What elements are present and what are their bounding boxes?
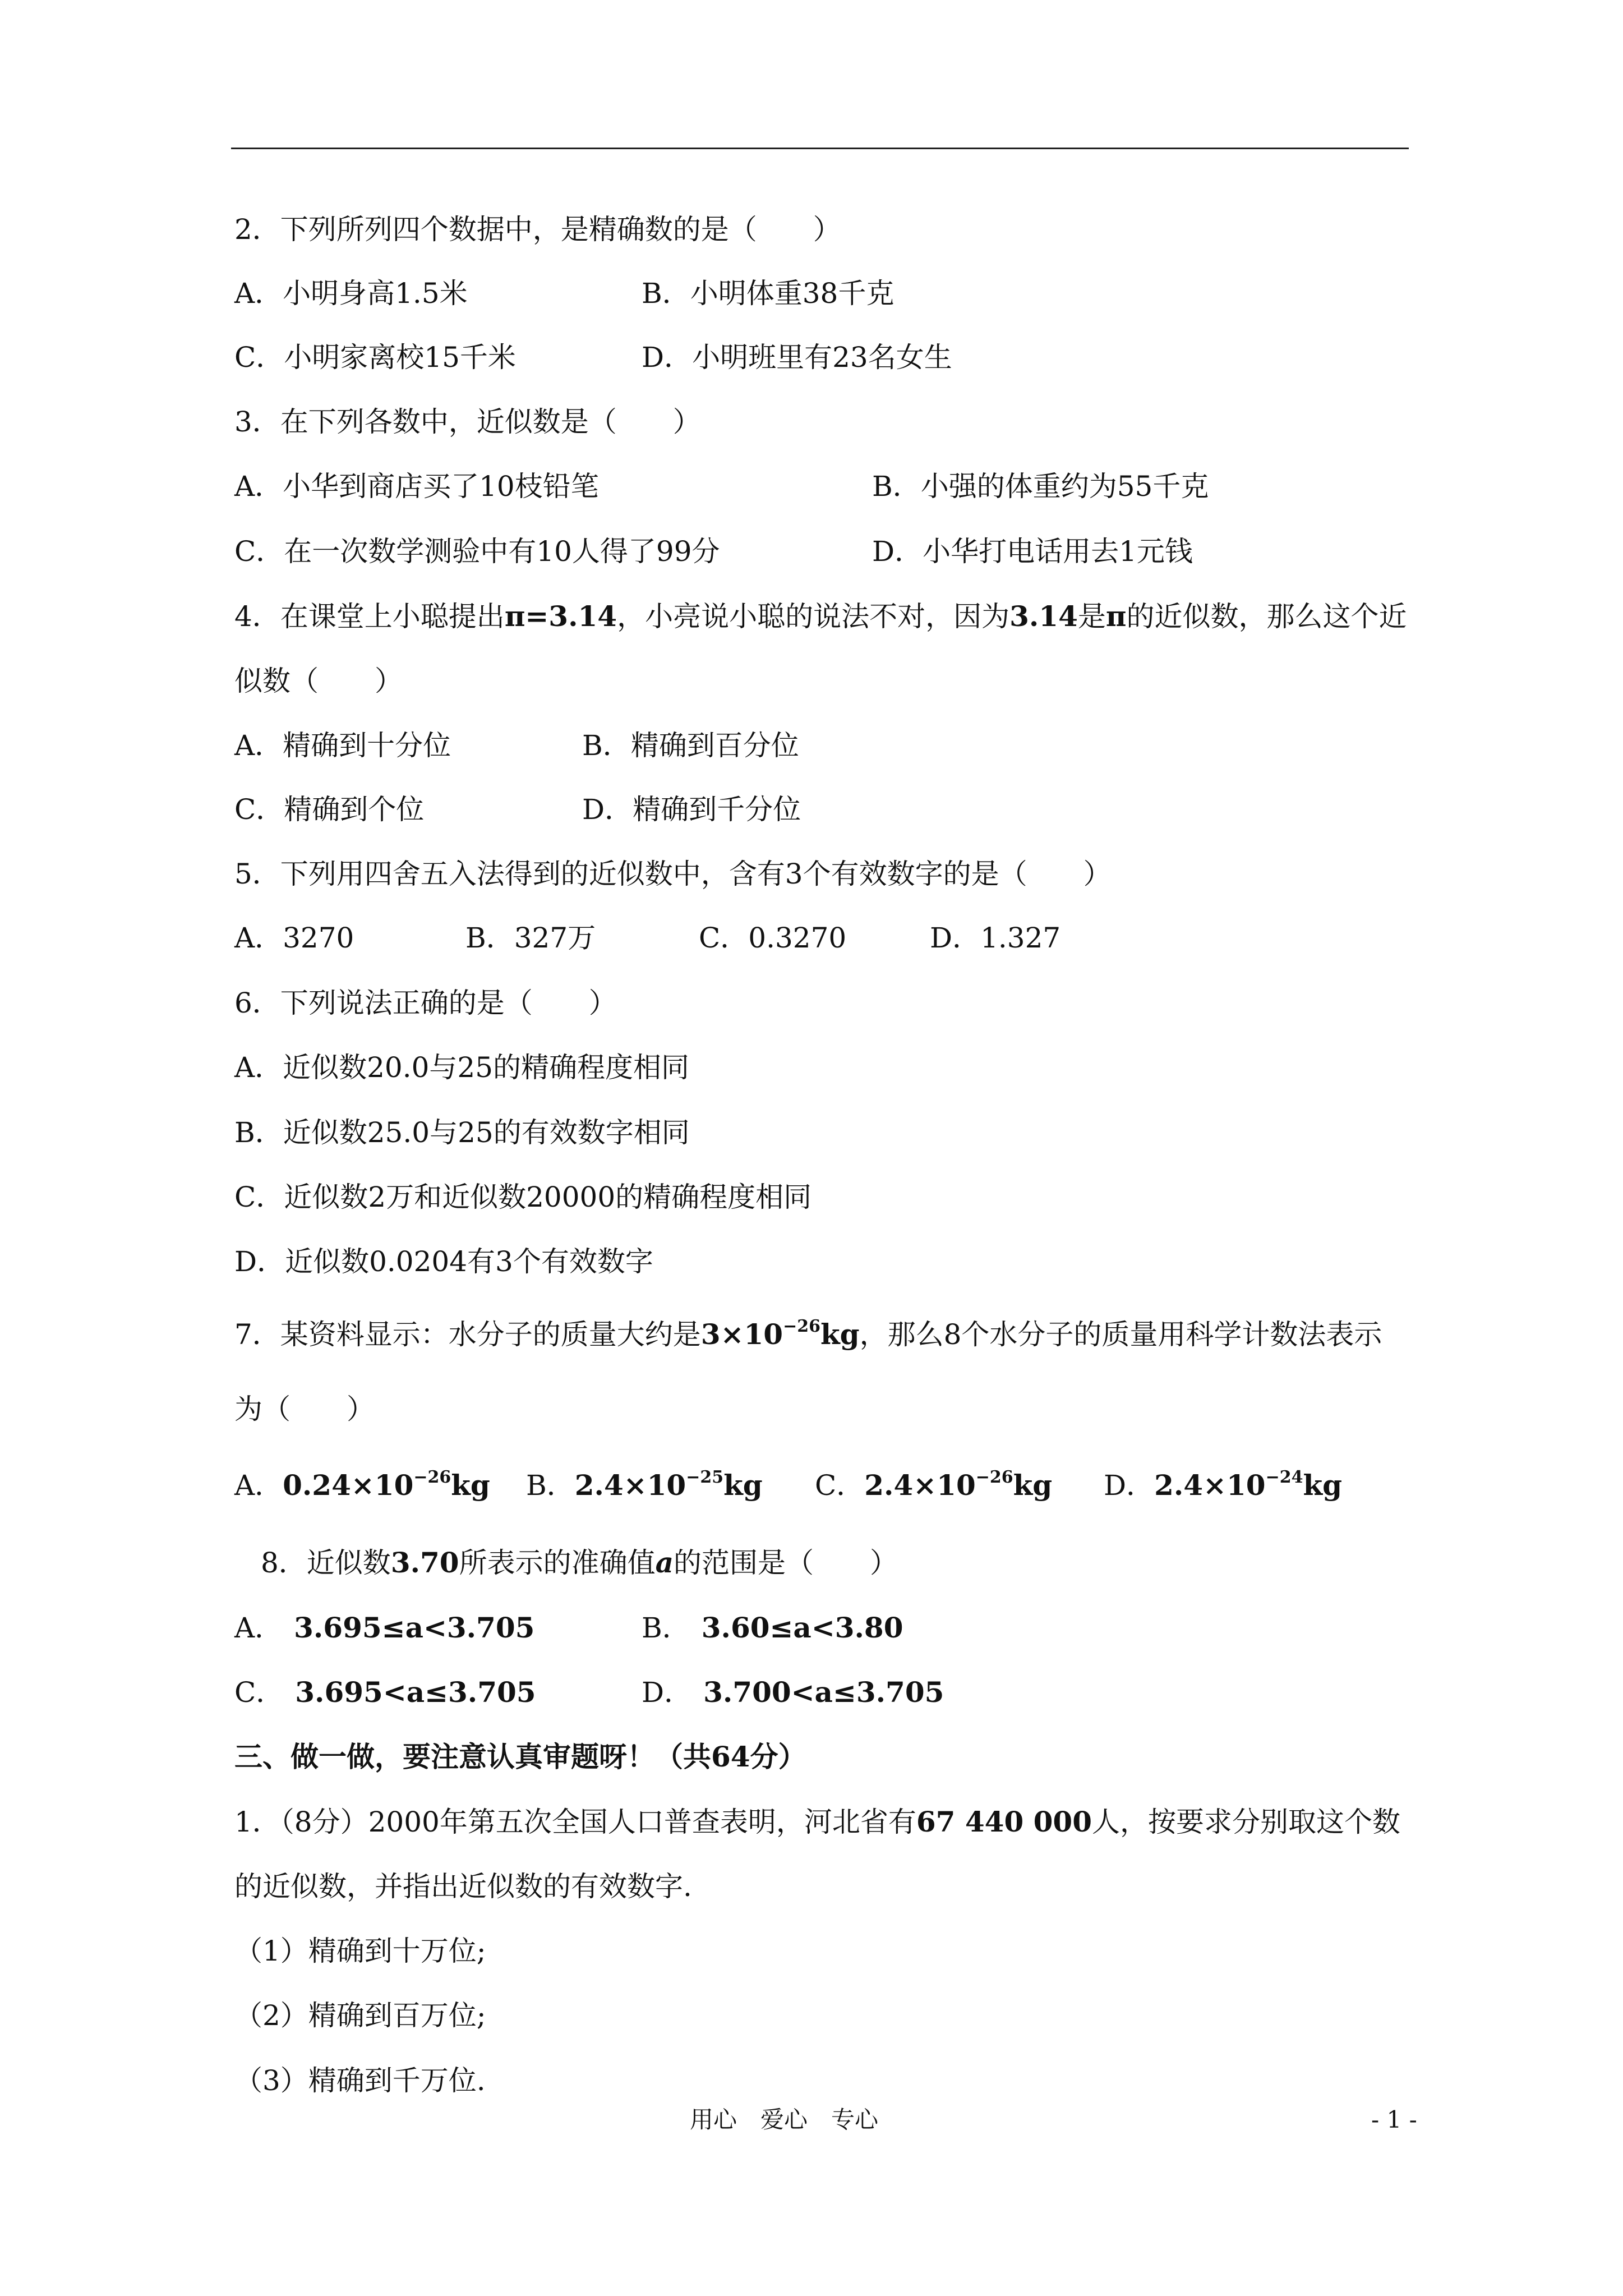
q4-pi-expression: π=3.14: [504, 600, 617, 633]
q8-value: 3.70: [390, 1546, 459, 1579]
q4-option-a: A．精确到十分位: [234, 729, 451, 762]
q2-options-row2: [234, 337, 1412, 378]
q8-options-row2: [234, 1672, 1412, 1713]
q8-stem: 8．近似数3.70所表示的准确值a的范围是（ ）: [261, 1546, 898, 1579]
q4-option-c: C．精确到个位: [234, 793, 425, 826]
p1-population: 67 440 000: [916, 1805, 1092, 1838]
q7-stem-text: 7．某资料显示：水分子的质量大约是: [234, 1318, 701, 1351]
q4-options-row2: [234, 789, 1412, 830]
q5-option-d: D．1.327: [930, 922, 1061, 954]
header-rule: [231, 148, 1409, 149]
footer-motto: 用心 爱心 专心: [690, 2106, 879, 2133]
q5-option-a: A．3270: [234, 922, 354, 954]
q7-stem-line1: [234, 1314, 1382, 1359]
q5-stem: 5．下列用四舍五入法得到的近似数中，含有3个有效数字的是（ ）: [234, 858, 1112, 890]
q8-option-d: D． 3.700<a≤3.705: [642, 1676, 944, 1709]
q7-option-b: B．$2.4\times 10^{-25}kg$: [526, 1467, 763, 1502]
q8-option-b: B． 3.60≤a<3.80: [642, 1611, 903, 1644]
q2-stem: 2．下列所列四个数据中，是精确数的是（ ）: [234, 213, 841, 246]
q4-stem-line2: 似数（ ）: [234, 665, 403, 697]
q5-option-b: B．327万: [465, 922, 596, 954]
q5-option-c: C．0.3270: [699, 922, 847, 954]
q6-stem: 6．下列说法正确的是（ ）: [234, 987, 617, 1019]
page-number: - 1 -: [1371, 2106, 1417, 2133]
p1-sub2: （2）精确到百万位;: [234, 1999, 486, 2032]
q2-options-row1: [234, 273, 1412, 314]
q8-variable: a: [655, 1546, 674, 1579]
q4-stem-text: 的近似数，那么这个近: [1126, 600, 1407, 633]
q2-option-b: B．小明体重38千克: [642, 277, 895, 310]
p1-sub3: （3）精确到千万位.: [234, 2064, 486, 2097]
q4-stem-text: 是: [1077, 600, 1106, 633]
q7-mass-base: 3×10: [700, 1318, 783, 1351]
q3-option-d: D．小华打电话用去1元钱: [872, 535, 1193, 568]
q7-stem-text: ，那么8个水分子的质量用科学计数法表示: [859, 1318, 1382, 1351]
q7-option-d: D．$2.4\times 10^{-24}kg$: [1104, 1467, 1343, 1502]
q7-stem-line2: 为（ ）: [234, 1393, 375, 1425]
q6-option-c: C．近似数2万和近似数20000的精确程度相同: [234, 1181, 812, 1213]
q4-value: 3.14: [1009, 600, 1078, 633]
q4-options-row1: [234, 725, 1412, 766]
q3-options-row1: [234, 466, 1412, 507]
q3-options-row2: [234, 531, 1412, 572]
q7-option-a: A．$0.24\times 10^{-26}kg$: [234, 1467, 490, 1502]
q4-pi-symbol: π: [1105, 600, 1127, 633]
q4-stem-line1: [234, 596, 1407, 637]
q6-option-b: B．近似数25.0与25的有效数字相同: [234, 1116, 690, 1149]
q2-option-c: C．小明家离校15千米: [234, 341, 516, 374]
p1-stem-line2: 的近似数，并指出近似数的有效数字.: [234, 1870, 692, 1903]
q4-option-b: B．精确到百分位: [582, 729, 799, 762]
q7-mass-exponent: −26: [783, 1317, 820, 1336]
q8-options-row1: [234, 1608, 1412, 1648]
q6-option-a: A．近似数20.0与25的精确程度相同: [234, 1051, 690, 1084]
q5-options: [234, 918, 1412, 958]
q3-stem: 3．在下列各数中，近似数是（ ）: [234, 406, 701, 438]
q7-mass-unit: kg: [820, 1318, 860, 1351]
q2-option-a: A．小明身高1.5米: [234, 277, 468, 310]
q8-option-c: C． 3.695<a≤3.705: [234, 1676, 536, 1709]
q3-option-c: C．在一次数学测验中有10人得了99分: [234, 535, 720, 568]
p1-sub1: （1）精确到十万位;: [234, 1935, 486, 1967]
q4-option-d: D．精确到千分位: [582, 793, 801, 826]
section3-heading: 三、做一做，要注意认真审题呀！（共64分）: [234, 1740, 806, 1773]
q3-option-b: B．小强的体重约为55千克: [872, 470, 1209, 503]
q8-option-a: A． 3.695≤a<3.705: [234, 1611, 535, 1644]
q6-option-d: D．近似数0.0204有3个有效数字: [234, 1245, 653, 1278]
q4-stem-text: ，小亮说小聪的说法不对，因为: [617, 600, 1010, 633]
q2-option-d: D．小明班里有23名女生: [642, 341, 952, 374]
q7-options: [234, 1465, 1412, 1506]
q7-option-c: C．$2.4\times 10^{-26}kg$: [815, 1467, 1053, 1502]
p1-stem-line1: 1．（8分）2000年第五次全国人口普查表明，河北省有67 440 000人，按要求分别取这个数: [234, 1805, 1401, 1838]
q4-stem-text: 4．在课堂上小聪提出: [234, 600, 505, 633]
q3-option-a: A．小华到商店买了10枝铅笔: [234, 470, 599, 503]
